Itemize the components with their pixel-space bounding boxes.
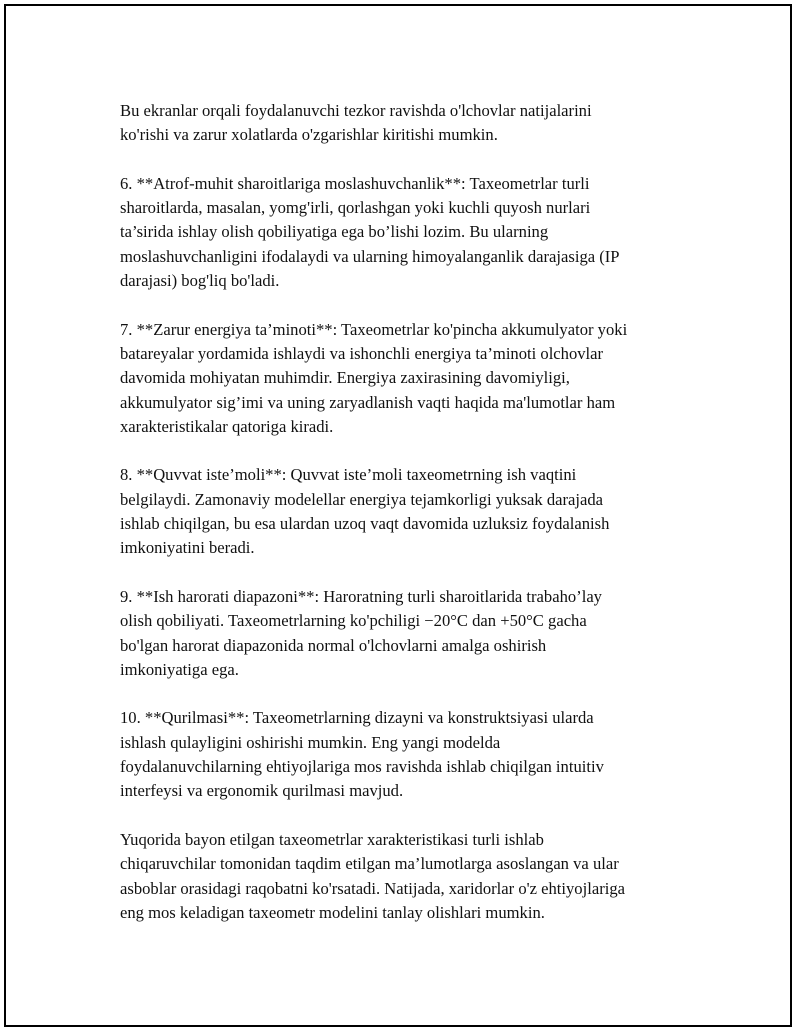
text-line: ishlash qulayligini oshirishi mumkin. Eng yangi modelda — [120, 732, 501, 752]
text-line: darajasi) bog'liq bo'ladi. — [120, 271, 280, 291]
paragraph-intro-screens — [120, 99, 720, 148]
text-line: 7. **Zarur energiya ta’minoti**: Taxeometrlar ko'pincha akkumulyator yoki — [120, 319, 628, 339]
text-line: akkumulyator sig’imi va uning zaryadlanish vaqti haqida ma'lumotlar ham — [120, 392, 616, 412]
document-body — [120, 99, 720, 949]
text-line: 6. **Atrof-muhit sharoitlariga moslashuvchanlik**: Taxeometrlar turli — [120, 173, 590, 193]
text-line: Bu ekranlar orqali foydalanuvchi tezkor ravishda o'lchovlar natijalarini — [120, 101, 592, 120]
text-line: interfeysi va ergonomik qurilmasi mavjud. — [120, 781, 404, 801]
paragraph-item-6 — [120, 172, 720, 293]
text-line: foydalanuvchilarning ehtiyojlariga mos ravishda ishlab chiqilgan intuitiv — [120, 757, 604, 777]
text-line: olish qobiliyati. Taxeometrlarning ko'pchiligi −20°C dan +50°C gacha — [120, 611, 587, 631]
paragraph-item-7 — [120, 318, 720, 439]
text-line: sharoitlarda, masalan, yomg'irli, qorlashgan yoki kuchli quyosh nurlari — [120, 198, 591, 218]
text-line: Yuqorida bayon etilgan taxeometrlar xarakteristikasi turli ishlab — [120, 829, 544, 849]
text-line: ko'rishi va zarur xolatlarda o'zgarishlar kiritishi mumkin. — [120, 125, 498, 145]
text-line: imkoniyatini beradi. — [120, 538, 255, 558]
text-line: chiqaruvchilar tomonidan taqdim etilgan ma’lumotlarga asoslangan va ular — [120, 854, 619, 874]
text-line: 8. **Quvvat iste’moli**: Quvvat iste’moli taxeometrning ish vaqtini — [120, 465, 577, 485]
paragraph-item-8 — [120, 463, 720, 560]
text-line: asboblar orasidagi raqobatni ko'rsatadi. Natijada, xaridorlar o'z ehtiyojlariga — [120, 878, 625, 898]
text-line: belgilaydi. Zamonaviy modelellar energiya tejamkorligi yuksak darajada — [120, 489, 604, 509]
text-line: xarakteristikalar qatoriga kiradi. — [120, 416, 334, 436]
text-line: ta’sirida ishlay olish qobiliyatiga ega bo’lishi lozim. Bu ularning — [120, 222, 549, 242]
text-line: 10. **Qurilmasi**: Taxeometrlarning dizayni va konstruktsiyasi ularda — [120, 708, 594, 728]
text-line: davomida mohiyatan muhimdir. Energiya zaxirasining davomiyligi, — [120, 368, 570, 388]
text-line: batareyalar yordamida ishlaydi va ishonchli energiya ta’minoti olchovlar — [120, 343, 604, 363]
text-line: moslashuvchanligini ifodalaydi va ularning himoyalanganlik darajasiga (IP — [120, 246, 620, 266]
text-line: ishlab chiqilgan, bu esa ulardan uzoq vaqt davomida uzluksiz foydalanish — [120, 514, 610, 534]
paragraph-item-9 — [120, 585, 720, 682]
paragraph-item-10 — [120, 706, 720, 803]
text-line: bo'lgan harorat diapazonida normal o'lchovlarni amalga oshirish — [120, 635, 547, 655]
text-line: eng mos keladigan taxeometr modelini tanlay olishlari mumkin. — [120, 902, 545, 922]
paragraph-conclusion — [120, 828, 720, 925]
text-line: imkoniyatiga ega. — [120, 659, 239, 679]
page-frame — [4, 4, 792, 1027]
text-line: 9. **Ish harorati diapazoni**: Haroratning turli sharoitlarida trabaho’lay — [120, 586, 602, 606]
